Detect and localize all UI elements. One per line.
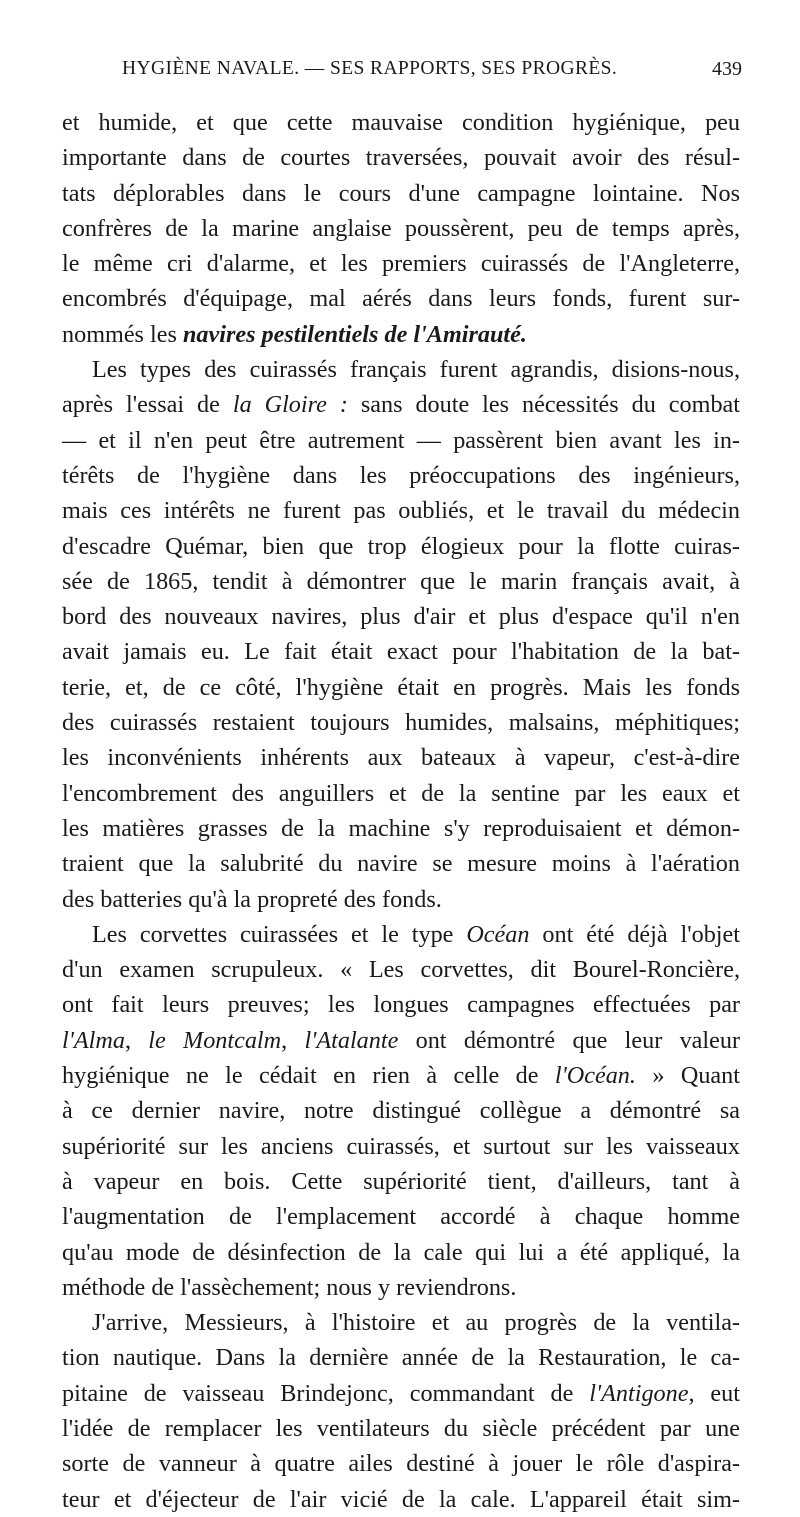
text-segment: — et il n'en peut être autrement — passèrent bien avant les in-: [62, 426, 740, 454]
emphasized-text: le Montcalm: [148, 1026, 282, 1054]
text-segment: traient que la salubrité du navire se mesure moins à l'aération: [62, 850, 740, 878]
text-line: [62, 917, 740, 952]
text-line: [62, 105, 740, 140]
text-line: [62, 140, 740, 175]
text-line: [62, 846, 740, 881]
text-segment: le même cri d'alarme, et les premiers cuirassés de l'Angleterre,: [62, 250, 740, 278]
text-line: [62, 387, 740, 422]
text-line: [62, 705, 740, 740]
text-segment: encombrés d'équipage, mal aérés dans leurs fonds, furent sur-: [62, 285, 740, 313]
text-segment: l'idée de remplacer les ventilateurs du siècle précédent par une: [62, 1414, 740, 1442]
text-line: [62, 1129, 740, 1164]
text-segment: avait jamais eu. Le fait était exact pour l'habitation de la bat-: [62, 638, 740, 666]
text-segment: d'escadre Quémar, bien que trop élogieux pour la flotte cuiras-: [62, 532, 740, 560]
text-line: [62, 776, 740, 811]
text-line: [62, 317, 740, 352]
text-line: [62, 952, 740, 987]
text-segment: ,: [281, 1026, 305, 1054]
text-segment: hygiénique ne le cédait en rien à celle de: [62, 1062, 555, 1090]
text-segment: teur et d'éjecteur de l'air vicié de la cale. L'appareil était sim-: [62, 1485, 740, 1513]
text-segment: ont démontré que leur valeur: [398, 1026, 741, 1054]
text-line: [62, 564, 740, 599]
text-segment: l'encombrement des anguillers et de la sentine par les eaux et: [62, 779, 740, 807]
text-segment: d'un examen scrupuleux. « Les corvettes, dit Bourel-Roncière,: [62, 956, 740, 984]
text-line: [62, 811, 740, 846]
text-line: [62, 352, 740, 387]
text-segment: pitaine de vaisseau Brindejonc, commandant de: [62, 1379, 590, 1407]
text-segment: à vapeur en bois. Cette supériorité tient, d'ailleurs, tant à: [62, 1167, 740, 1195]
text-segment: Les corvettes cuirassées et le type: [92, 920, 467, 948]
text-segment: à ce dernier navire, notre distingué collègue a démontré sa: [62, 1097, 740, 1125]
text-segment: méthode de l'assèchement; nous y reviendrons.: [62, 1273, 517, 1301]
text-segment: sans doute les nécessités du combat: [347, 391, 740, 419]
text-segment: nommés les: [62, 320, 183, 348]
text-line: [62, 1411, 740, 1446]
text-segment: l'augmentation de l'emplacement accordé à chaque homme: [62, 1203, 740, 1231]
emphasized-text: l'Océan.: [554, 1062, 636, 1090]
text-line: [62, 1058, 740, 1093]
text-line: [62, 1340, 740, 1375]
text-segment: des cuirassés restaient toujours humides, malsains, méphitiques;: [62, 709, 740, 737]
text-segment: les matières grasses de la machine s'y reproduisaient et démon-: [62, 814, 740, 842]
text-segment: mais ces intérêts ne furent pas oubliés, et le travail du médecin: [62, 497, 740, 525]
text-segment: térêts de l'hygiène dans les préoccupations des ingénieurs,: [62, 461, 740, 489]
emphasized-text: l'Antigone: [589, 1379, 689, 1407]
text-line: [62, 1482, 740, 1517]
text-segment: confrères de la marine anglaise poussèrent, peu de temps après,: [62, 214, 740, 242]
running-header: [60, 58, 742, 88]
text-line: [62, 634, 740, 669]
text-line: [62, 1376, 740, 1411]
text-segment: et humide, et que cette mauvaise condition hygiénique, peu: [62, 109, 740, 136]
text-segment: » Quant: [635, 1062, 740, 1090]
text-segment: sée de 1865, tendit à démontrer que le marin français avait, à: [62, 567, 740, 595]
text-line: [62, 211, 740, 246]
text-line: [62, 1446, 740, 1481]
text-line: [62, 987, 740, 1022]
emphasized-text: l'Alma: [62, 1026, 125, 1054]
text-segment: après l'essai de: [62, 391, 233, 419]
text-segment: tion nautique. Dans la dernière année de la Restauration, le ca-: [62, 1344, 740, 1372]
text-line: [62, 246, 740, 281]
text-line: [62, 281, 740, 316]
text-segment: terie, et, de ce côté, l'hygiène était en progrès. Mais les fonds: [62, 673, 740, 701]
text-line: [62, 1093, 740, 1128]
text-line: [62, 1199, 740, 1234]
text-line: [62, 1235, 740, 1270]
text-segment: supériorité sur les anciens cuirassés, et surtout sur les vaisseaux: [62, 1132, 740, 1160]
running-title: HYGIÈNE NAVALE. — SES RAPPORTS, SES PROGRÈS.: [122, 58, 618, 79]
text-segment: sorte de vanneur à quatre ailes destiné à jouer le rôle d'aspira-: [62, 1450, 740, 1478]
page-number: 439: [712, 58, 742, 80]
text-line: [62, 1023, 740, 1058]
body-text: [62, 105, 740, 1517]
text-line: [62, 1164, 740, 1199]
text-segment: tats déplorables dans le cours d'une campagne lointaine. Nos: [62, 179, 740, 207]
text-segment: , eut: [688, 1379, 740, 1407]
text-segment: qu'au mode de désinfection de la cale qui lui a été appliqué, la: [62, 1238, 740, 1266]
text-segment: ,: [124, 1026, 149, 1054]
text-line: [62, 740, 740, 775]
text-segment: les inconvénients inhérents aux bateaux à vapeur, c'est-à-dire: [62, 744, 740, 772]
text-line: [62, 176, 740, 211]
text-line: [62, 599, 740, 634]
text-line: [62, 493, 740, 528]
emphasized-text: navires pestilentiels de l'Amirauté.: [182, 320, 527, 348]
emphasized-text: l'Atalante: [304, 1026, 399, 1054]
text-line: [62, 1270, 740, 1305]
text-segment: ont été déjà l'objet: [529, 920, 740, 948]
text-line: [62, 882, 740, 917]
text-segment: importante dans de courtes traversées, pouvait avoir des résul-: [62, 144, 740, 172]
text-line: [62, 1305, 740, 1340]
emphasized-text: la Gloire :: [232, 391, 348, 419]
text-line: [62, 670, 740, 705]
emphasized-text: Océan: [466, 920, 530, 948]
text-segment: bord des nouveaux navires, plus d'air et plus d'espace qu'il n'en: [62, 603, 740, 631]
text-segment: ont fait leurs preuves; les longues campagnes effectuées par: [62, 991, 740, 1019]
text-line: [62, 529, 740, 564]
text-segment: Les types des cuirassés français furent agrandis, disions-nous,: [92, 356, 740, 384]
text-segment: des batteries qu'à la propreté des fonds.: [62, 885, 442, 913]
text-segment: J'arrive, Messieurs, à l'histoire et au progrès de la ventila-: [92, 1309, 740, 1337]
text-line: [62, 458, 740, 493]
text-line: [62, 423, 740, 458]
